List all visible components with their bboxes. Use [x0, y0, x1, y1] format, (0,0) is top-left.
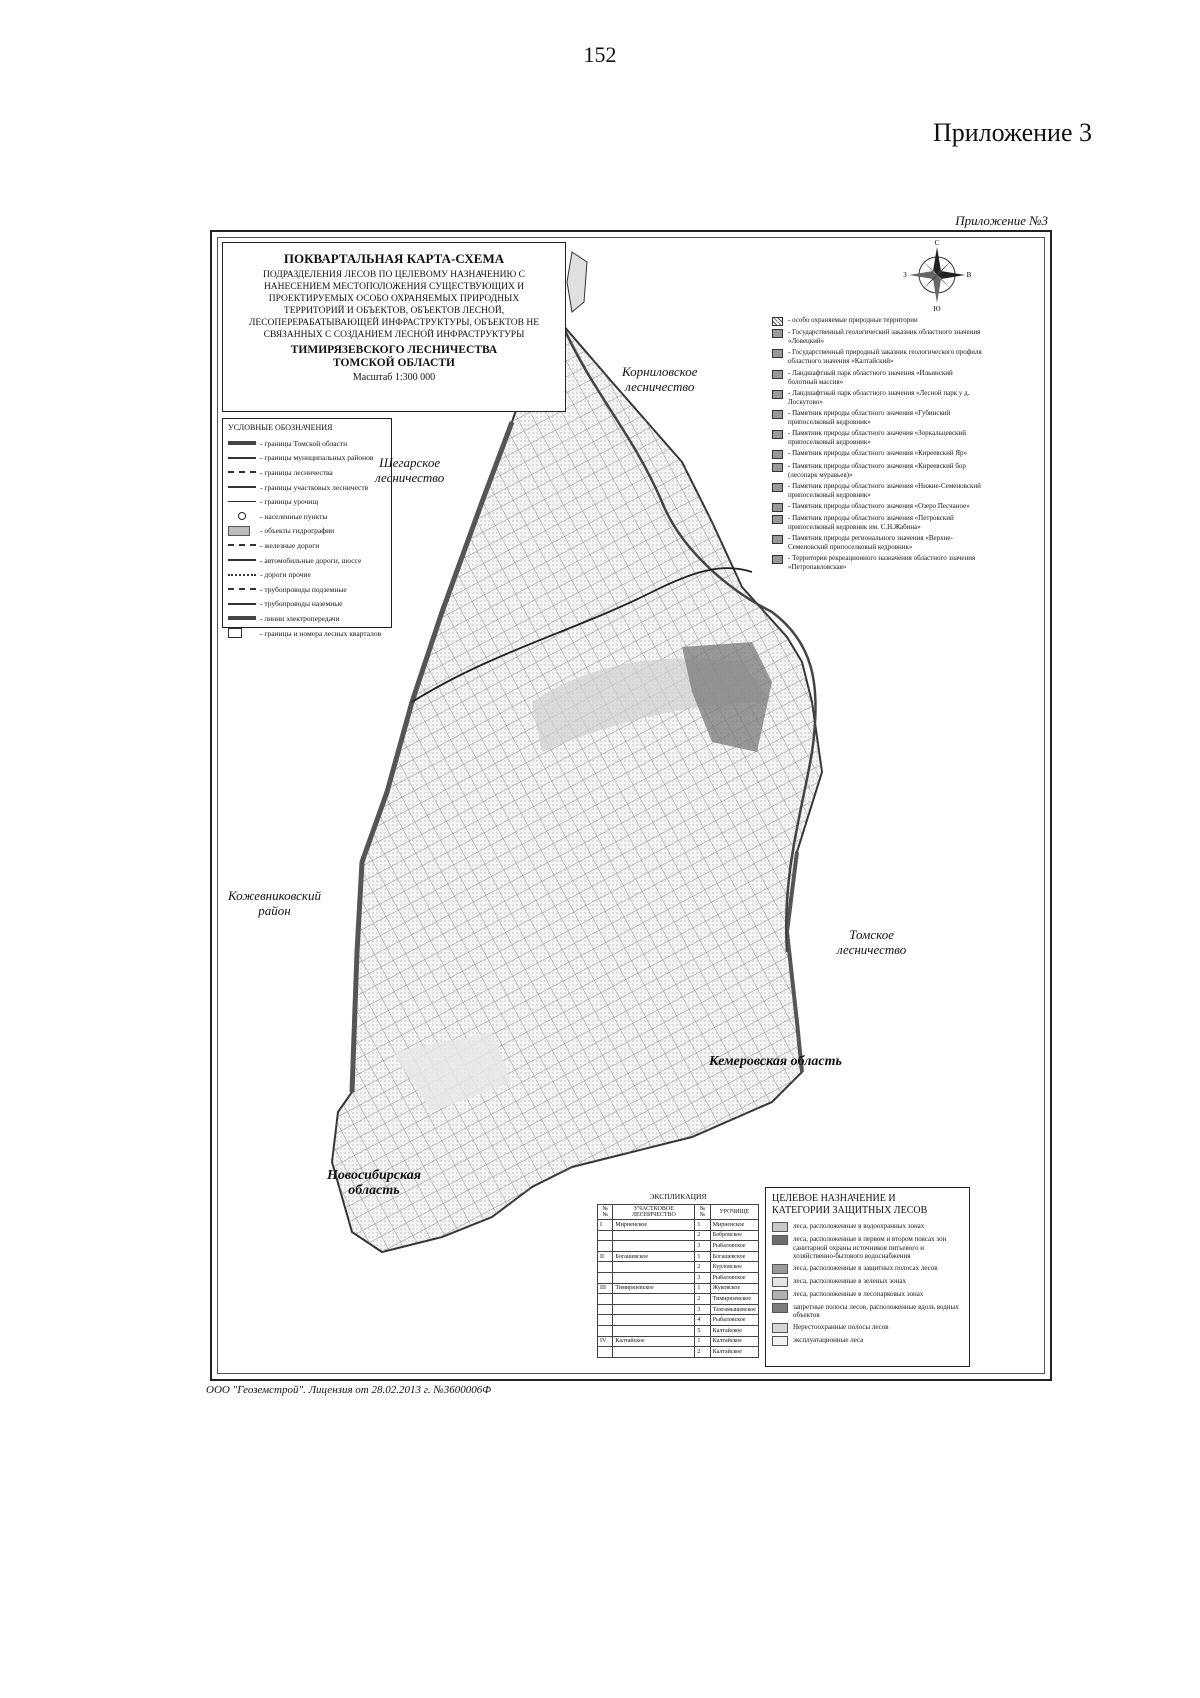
table-row	[598, 1347, 759, 1358]
table-row	[598, 1272, 759, 1283]
island	[567, 252, 587, 312]
legend-item	[228, 538, 386, 553]
table-cell: 2	[695, 1347, 710, 1358]
protected-area-item	[772, 389, 982, 407]
map-note: Приложение №3	[955, 213, 1048, 228]
table-cell	[613, 1304, 695, 1315]
forestry-name	[229, 344, 559, 370]
subtitle-line: ПРОЕКТИРУЕМЫХ ОСОБО ОХРАНЯЕМЫХ ПРИРОДНЫХ	[268, 294, 520, 304]
table-cell	[613, 1347, 695, 1358]
protected-area-label: - Памятник природы областного значения «Нижне-Семеновский припоселковый кедровник»	[788, 481, 981, 499]
legend-label: - автомобильные дороги, шоссе	[260, 555, 362, 565]
subtitle-line: ЛЕСОПЕРЕРАБАТЫВАЮЩЕЙ ИНФРАСТРУКТУРЫ, ОБЪЕКТОВ НЕ	[248, 318, 540, 328]
protected-area-symbol	[772, 503, 783, 512]
legend-label: - трубопроводы наземные	[260, 599, 343, 609]
table-cell: Тимирязевское	[710, 1294, 758, 1305]
protected-area-label: - Памятник природы областного значения «Киреевский Яр»	[788, 449, 967, 458]
label-novosibirsk	[327, 1168, 421, 1198]
table-row	[598, 1315, 759, 1326]
category-swatch	[772, 1290, 788, 1300]
legend-label: - границы и номера лесных кварталов	[260, 628, 382, 638]
compass-west: З	[903, 271, 907, 279]
protected-area-label: - Памятник природы областного значения «Киреевский бор (лесопарк муравьев)»	[788, 461, 966, 479]
protected-area-label: - Памятник природы областного значения «Зоркальцевский припоселковый кедровник»	[788, 429, 966, 447]
table-row	[598, 1304, 759, 1315]
label-korniloviskoe	[622, 364, 698, 394]
forest-categories	[765, 1187, 970, 1367]
title-block	[222, 242, 566, 412]
forestry-line: ТИМИРЯЗЕВСКОГО ЛЕСНИЧЕСТВА	[290, 344, 498, 356]
table-row	[598, 1336, 759, 1347]
protected-area-label: - Государственный геологический заказник областного значения «Ловецкий»	[788, 328, 981, 346]
label-line: Шегарское	[379, 455, 441, 470]
legend-symbol	[228, 439, 256, 447]
table-cell: Мирненское	[710, 1220, 758, 1231]
legend-symbol	[228, 541, 256, 549]
category-swatch	[772, 1323, 788, 1333]
legend-item	[228, 480, 386, 495]
category-items	[772, 1222, 963, 1346]
subtitle-line: НАНЕСЕНИЕМ МЕСТОПОЛОЖЕНИЯ СУЩЕСТВУЮЩИХ И	[263, 282, 525, 292]
compass-icon	[902, 238, 972, 312]
legend-label: - линии электропередачи	[260, 613, 340, 623]
protected-area-item	[772, 482, 982, 500]
table-cell	[598, 1294, 613, 1305]
legend-label: - трубопроводы подземные	[260, 584, 347, 594]
explication	[597, 1192, 759, 1367]
legend	[222, 418, 392, 638]
protected-area-item	[772, 316, 982, 326]
table-cell: Калтайское	[710, 1336, 758, 1347]
table-cell: I	[598, 1220, 613, 1231]
protected-area-symbol	[772, 535, 783, 544]
table-cell: Рыбаловское	[710, 1241, 758, 1252]
label-line: Томское	[849, 927, 894, 942]
category-swatch	[772, 1303, 788, 1313]
table-cell: II	[598, 1251, 613, 1262]
table-cell	[613, 1325, 695, 1336]
protected-area-symbol	[772, 370, 783, 379]
table-cell: 4	[695, 1315, 710, 1326]
table-header-row	[598, 1205, 759, 1220]
protected-area-item	[772, 429, 982, 447]
table-row	[598, 1220, 759, 1231]
subtitle-line: ТЕРРИТОРИЙ И ОБЪЕКТОВ, ОБЪЕКТОВ ЛЕСНОЙ,	[283, 306, 505, 316]
table-row	[598, 1241, 759, 1252]
category-swatch	[772, 1235, 788, 1245]
protected-area-label: - Памятник природы регионального значения «Верхне-Семеновский припоселковый кедровник»	[788, 534, 953, 552]
label-line: область	[348, 1183, 400, 1198]
table-cell	[613, 1272, 695, 1283]
protected-area-symbol	[772, 349, 783, 358]
protected-area-symbol	[772, 555, 783, 564]
legend-label: - границы муниципальных районов	[260, 453, 374, 463]
table-cell: 3	[695, 1241, 710, 1252]
table-cell: Жуковское	[710, 1283, 758, 1294]
table-cell	[613, 1262, 695, 1273]
protected-area-label: - Памятник природы областного значения «Губинский припоселковый кедровник»	[788, 408, 951, 426]
label-line: лесничество	[837, 942, 907, 957]
legend-item	[228, 494, 386, 509]
legend-item	[228, 626, 386, 641]
protected-area-symbol	[772, 515, 783, 524]
category-item	[772, 1290, 963, 1300]
protected-area-item	[772, 449, 982, 459]
table-row	[598, 1262, 759, 1273]
compass-south: Ю	[933, 305, 941, 312]
label-kemerovo: Кемеровская область	[709, 1054, 842, 1069]
legend-item	[228, 509, 386, 524]
protected-area-symbol	[772, 483, 783, 492]
protected-area-symbol	[772, 410, 783, 419]
legend-symbol	[228, 571, 256, 579]
legend-item	[228, 611, 386, 626]
table-cell	[598, 1262, 613, 1273]
protected-area-item	[772, 409, 982, 427]
category-item	[772, 1323, 963, 1333]
legend-symbol	[228, 454, 256, 462]
protected-area-symbol	[772, 329, 783, 338]
table-cell: Калтайское	[710, 1325, 758, 1336]
table-cell: 5	[695, 1325, 710, 1336]
category-label: леса, расположенные в лесопарковых зонах	[793, 1289, 924, 1298]
page-number: 152	[583, 42, 617, 67]
legend-item	[228, 553, 386, 568]
table-cell: Мирненское	[613, 1220, 695, 1231]
table-header: №№	[598, 1205, 613, 1220]
legend-item	[228, 451, 386, 466]
legend-item	[228, 524, 386, 539]
title-line: КАТЕГОРИИ ЗАЩИТНЫХ ЛЕСОВ	[772, 1205, 928, 1216]
table-cell: 3	[695, 1304, 710, 1315]
legend-item	[228, 465, 386, 480]
protected-area-label: - Ландшафтный парк областного значения «Лесной парк у д. Лоскутово»	[788, 388, 970, 406]
label-line: район	[258, 903, 291, 918]
table-cell	[598, 1315, 613, 1326]
category-swatch	[772, 1264, 788, 1274]
table-cell	[598, 1304, 613, 1315]
table-row	[598, 1294, 759, 1305]
table-cell	[613, 1294, 695, 1305]
legend-symbol	[228, 614, 256, 622]
legend-symbol	[228, 585, 256, 593]
legend-label: - железные дороги	[260, 540, 320, 550]
category-swatch	[772, 1277, 788, 1287]
table-header: УРОЧИЩЕ	[710, 1205, 758, 1220]
legend-label: - границы лесничества	[260, 467, 333, 477]
legend-label: - границы урочищ	[260, 497, 319, 507]
map-frame	[210, 230, 1052, 1381]
legend-symbol	[228, 629, 256, 637]
legend-label: - населенные пункты	[260, 511, 328, 521]
explication-title: ЭКСПЛИКАЦИЯ	[649, 1192, 707, 1201]
category-label: леса, расположенные в защитных полосах лесов	[793, 1263, 938, 1272]
table-cell: 1	[695, 1336, 710, 1347]
compass-rose	[902, 238, 972, 312]
table-cell: 1	[695, 1251, 710, 1262]
category-label: леса, расположенные в зеленых зонах	[793, 1276, 906, 1285]
subtitle-line: СВЯЗАННЫХ С СОЗДАНИЕМ ЛЕСНОЙ ИНФРАСТРУКТУРЫ	[263, 330, 525, 340]
category-item	[772, 1277, 963, 1287]
protected-area-item	[772, 328, 982, 346]
table-cell: Богашевское	[710, 1251, 758, 1262]
explication-table	[597, 1204, 759, 1358]
protected-area-symbol	[772, 450, 783, 459]
label-line: Новосибирская	[327, 1168, 421, 1183]
protected-area-item	[772, 369, 982, 387]
category-item	[772, 1303, 963, 1320]
footer-license: ООО "Геоземстрой". Лицензия от 28.02.2013 г. №3600006Ф	[206, 1384, 492, 1396]
title-line: ЦЕЛЕВОЕ НАЗНАЧЕНИЕ И	[772, 1193, 896, 1204]
legend-symbol	[228, 600, 256, 608]
table-cell: 3	[695, 1272, 710, 1283]
legend-symbol	[228, 483, 256, 491]
category-label: эксплуатационные леса	[793, 1335, 864, 1344]
table-cell: Бобровское	[710, 1230, 758, 1241]
categories-title	[772, 1193, 963, 1217]
legend-symbol	[228, 556, 256, 564]
table-cell: Рыбаловское	[710, 1272, 758, 1283]
protected-area-symbol	[772, 317, 783, 326]
category-label: запретные полосы лесов, расположенные вдоль водных объектов	[793, 1302, 959, 1319]
label-line: Корниловское	[622, 364, 698, 379]
category-item	[772, 1264, 963, 1274]
compass-east: В	[966, 271, 972, 279]
category-label: Нерестоохранные полосы лесов	[793, 1322, 889, 1331]
protected-area-symbol	[772, 390, 783, 399]
legend-symbol	[228, 468, 256, 476]
table-cell: Калтайское	[710, 1347, 758, 1358]
table-cell: 2	[695, 1262, 710, 1273]
explication-body	[598, 1220, 759, 1358]
legend-items	[228, 436, 386, 640]
protected-area-label: - Государственный природный заказник геологического профиля областного значения «Калтайский»	[788, 348, 982, 366]
category-item	[772, 1235, 963, 1261]
table-cell: 1	[695, 1283, 710, 1294]
table-cell: Богашевское	[613, 1251, 695, 1262]
table-row	[598, 1251, 759, 1262]
table-cell: 2	[695, 1230, 710, 1241]
appendix-label: Приложение 3	[932, 118, 1092, 147]
table-cell: 2	[695, 1294, 710, 1305]
table-cell: Тимирязевское	[613, 1283, 695, 1294]
protected-area-item	[772, 348, 982, 366]
protected-area-item	[772, 534, 982, 552]
legend-symbol	[228, 512, 256, 520]
legend-symbol	[228, 527, 256, 535]
legend-item	[228, 597, 386, 612]
protected-area-label: - Памятник природы областного значения «Озеро Песчаное»	[788, 501, 970, 510]
legend-label: - границы Томской области	[260, 438, 348, 448]
table-cell: 1	[695, 1220, 710, 1231]
label-line: Кожевниковский	[228, 888, 322, 903]
table-row	[598, 1283, 759, 1294]
table-cell: Курловское	[710, 1262, 758, 1273]
table-cell: IV	[598, 1336, 613, 1347]
legend-label: - объекты гидрографии	[260, 526, 335, 536]
category-swatch	[772, 1222, 788, 1232]
protected-area-symbol	[772, 463, 783, 472]
category-item	[772, 1222, 963, 1232]
subtitle-line: ПОДРАЗДЕЛЕНИЯ ЛЕСОВ ПО ЦЕЛЕВОМУ НАЗНАЧЕНИЮ С	[263, 270, 525, 280]
protected-area-label: - Ландшафтный парк областного значения «Ильинский болотный массив»	[788, 368, 953, 386]
table-cell: III	[598, 1283, 613, 1294]
table-cell: Рыбаловское	[710, 1315, 758, 1326]
legend-symbol	[228, 498, 256, 506]
protected-area-label: - Памятник природы областного значения «Петровский припоселковый кедровник им. С.Н.Жабина»	[788, 514, 954, 532]
forestry-line: ТОМСКОЙ ОБЛАСТИ	[333, 357, 455, 369]
legend-label: - границы участковых лесничеств	[260, 482, 369, 492]
category-item	[772, 1336, 963, 1346]
protected-area-item	[772, 462, 982, 480]
label-line: лесничество	[625, 379, 695, 394]
table-cell	[598, 1272, 613, 1283]
table-cell: Калтайское	[613, 1336, 695, 1347]
table-cell	[613, 1230, 695, 1241]
map-title: ПОКВАРТАЛЬНАЯ КАРТА-СХЕМА	[283, 251, 505, 266]
protected-area-symbol	[772, 430, 783, 439]
legend-item	[228, 567, 386, 582]
map-scale: Масштаб 1:300 000	[352, 372, 436, 383]
label-shegarskoe	[375, 455, 444, 485]
legend-item	[228, 436, 386, 451]
category-swatch	[772, 1336, 788, 1346]
protected-area-item	[772, 554, 982, 572]
label-kozhevnikovsky	[228, 888, 321, 918]
map-subtitle	[229, 269, 559, 341]
table-cell	[598, 1241, 613, 1252]
table-row	[598, 1325, 759, 1336]
label-tomskoe	[837, 927, 906, 957]
legend-item	[228, 582, 386, 597]
protected-areas-legend	[772, 316, 982, 575]
table-cell	[613, 1241, 695, 1252]
table-header: №№	[695, 1205, 710, 1220]
table-cell	[613, 1315, 695, 1326]
compass-north: С	[934, 239, 940, 247]
protected-area-item	[772, 502, 982, 512]
table-cell	[598, 1347, 613, 1358]
protected-area-label: - особо охраняемые природные территории	[788, 316, 918, 324]
legend-label: - дороги прочие	[260, 570, 311, 580]
table-row	[598, 1230, 759, 1241]
table-header: УЧАСТКОВОЕ ЛЕСНИЧЕСТВО	[613, 1205, 695, 1220]
protected-area-label: - Территория рекреационного назначения областного значения «Петропавловская»	[788, 554, 976, 572]
table-cell	[598, 1230, 613, 1241]
label-line: лесничество	[375, 470, 445, 485]
legend-title: УСЛОВНЫЕ ОБОЗНАЧЕНИЯ	[228, 423, 333, 432]
category-label: леса, расположенные в первом и втором поясах зон санитарной охраны источников питьевого и хозяйственно-бытового водоснабжения	[793, 1235, 947, 1260]
table-cell	[598, 1325, 613, 1336]
category-label: леса, расположенные в водоохранных зонах	[793, 1222, 925, 1230]
table-cell: Тахтамышевское	[710, 1304, 758, 1315]
protected-area-item	[772, 514, 982, 532]
